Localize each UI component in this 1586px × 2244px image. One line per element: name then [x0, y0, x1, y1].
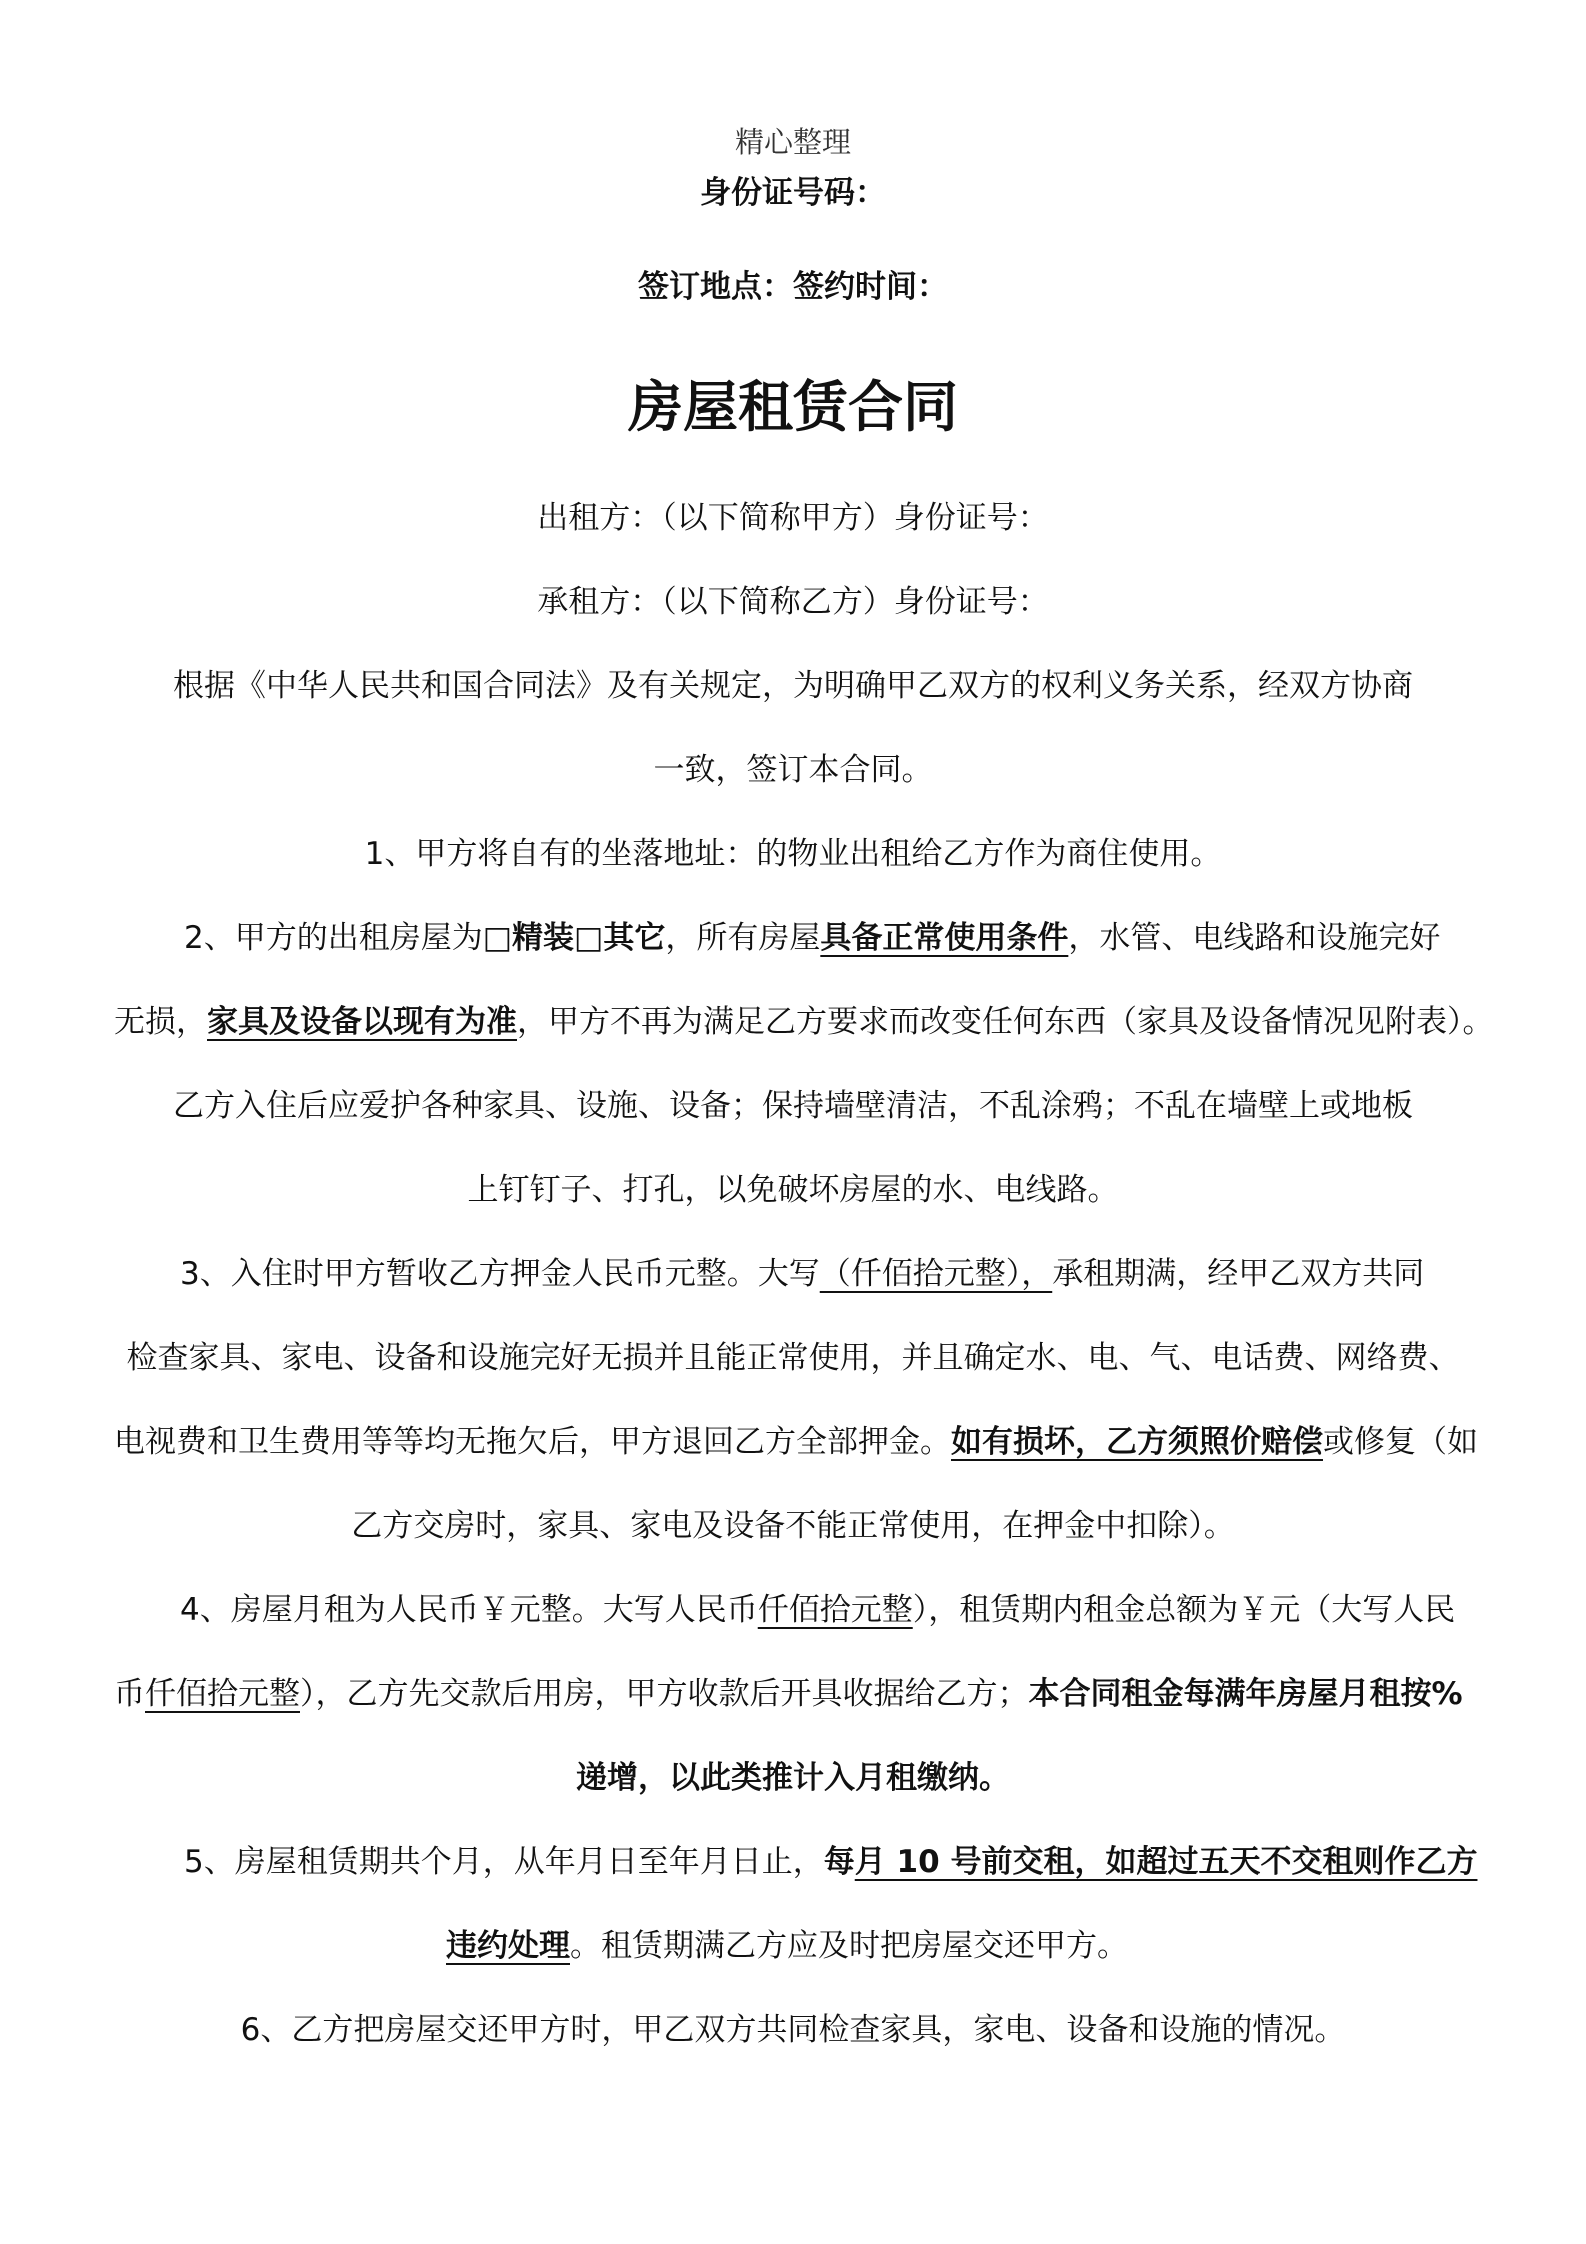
- clause-5-line-1: [184, 1840, 1478, 1884]
- clause-5-line-2: [446, 1924, 1546, 1968]
- clause-4-text: ），乙方先交款后用房，甲方收款后开具收据给乙方；: [300, 1676, 1029, 1712]
- furniture-emphasis: 家具及设备以现有为准: [207, 1004, 517, 1040]
- clause-2-text: ，所有房屋: [665, 920, 821, 956]
- damage-emphasis: 如有损坏，乙方须照价赔偿: [951, 1424, 1323, 1460]
- clause-2-care-line-1: 乙方入住后应爱护各种家具、设施、设备；保持墙壁清洁，不乱涂鸦；不乱在墙壁上或地板: [173, 1088, 1413, 1124]
- lessor-line: 出租方：（以下简称甲方）身份证号：: [537, 500, 1049, 536]
- preamble-line-1: 根据《中华人民共和国合同法》及有关规定，为明确甲乙双方的权利义务关系，经双方协商: [173, 668, 1413, 704]
- clause-2-text: 无损，: [114, 1004, 207, 1040]
- clause-4-line-3: 递增，以此类推计入月租缴纳。: [576, 1760, 1010, 1796]
- clause-3-line-2: 检查家具、家电、设备和设施完好无损并且能正常使用，并且确定水、电、气、电话费、网络费、: [126, 1340, 1460, 1376]
- id-number-label: 身份证号码：: [700, 175, 886, 211]
- payment-emphasis: 月 10 号前交租，如超过五天不交租则作乙方: [854, 1844, 1478, 1880]
- clause-2-line-2: [114, 1000, 1494, 1044]
- clause-3-text: 或修复（如: [1323, 1424, 1478, 1460]
- clause-5-text: 。租赁期满乙方应及时把房屋交还甲方。: [570, 1928, 1128, 1964]
- clause-4-text: ），租赁期内租金总额为￥元（大写人民: [912, 1592, 1456, 1628]
- option-fine: 精装: [512, 920, 575, 956]
- watermark-header: 精心整理: [734, 125, 851, 159]
- deposit-amount: （仟佰拾元整），: [819, 1256, 1053, 1292]
- clause-4-line-1: [180, 1588, 1474, 1632]
- document-title: 房屋租赁合同: [627, 375, 958, 439]
- lessee-line: 承租方：（以下简称乙方）身份证号：: [537, 584, 1049, 620]
- clause-4-line-2: [114, 1672, 1514, 1716]
- clause-5-text: 5、房屋租赁期共个月，从年月日至年月日止，: [184, 1844, 824, 1880]
- payment-emphasis: 每: [823, 1844, 855, 1880]
- clause-6: 6、乙方把房屋交还甲方时，甲乙双方共同检查家具，家电、设备和设施的情况。: [240, 2012, 1346, 2048]
- clause-4-text: 4、房屋月租为人民币￥元整。大写人民币: [180, 1592, 758, 1628]
- clause-3-line-4: 乙方交房时，家具、家电及设备不能正常使用，在押金中扣除）。: [351, 1508, 1235, 1544]
- total-amount-words: 仟佰拾元整: [145, 1676, 300, 1712]
- rent-increase-emphasis: 本合同租金每满年房屋月租按%: [1028, 1676, 1463, 1712]
- clause-3-line-3: [114, 1420, 1478, 1464]
- checkbox-other: □: [574, 920, 604, 956]
- condition-emphasis: 具备正常使用条件: [820, 920, 1069, 956]
- clause-2-text: ，水管、电线路和设施完好: [1068, 920, 1441, 956]
- clause-1: 1、甲方将自有的坐落地址：的物业出租给乙方作为商住使用。: [364, 836, 1222, 872]
- clause-3-text: 电视费和卫生费用等等均无拖欠后，甲方退回乙方全部押金。: [114, 1424, 951, 1460]
- clause-3-line-1: [180, 1252, 1474, 1296]
- breach-emphasis: 违约处理: [446, 1928, 570, 1964]
- clause-2-care-line-2: 上钉钉子、打孔，以免破坏房屋的水、电线路。: [467, 1172, 1119, 1208]
- option-other: 其它: [603, 920, 666, 956]
- clause-4-text: 币: [114, 1676, 145, 1712]
- clause-2-text: ，甲方不再为满足乙方要求而改变任何东西（家具及设备情况见附表）。: [517, 1004, 1494, 1040]
- checkbox-fine: □: [482, 920, 513, 956]
- clause-3-text: 承租期满，经甲乙双方共同: [1052, 1256, 1425, 1292]
- clause-3-text: 3、入住时甲方暂收乙方押金人民币元整。大写: [180, 1256, 820, 1292]
- clause-2-text: 2、甲方的出租房屋为: [184, 920, 483, 956]
- sign-place-time: 签订地点：签约时间：: [638, 269, 948, 305]
- rent-amount-words: 仟佰拾元整: [757, 1592, 913, 1628]
- preamble-line-2: 一致，签订本合同。: [653, 752, 933, 788]
- clause-2-line-1: [184, 916, 1474, 960]
